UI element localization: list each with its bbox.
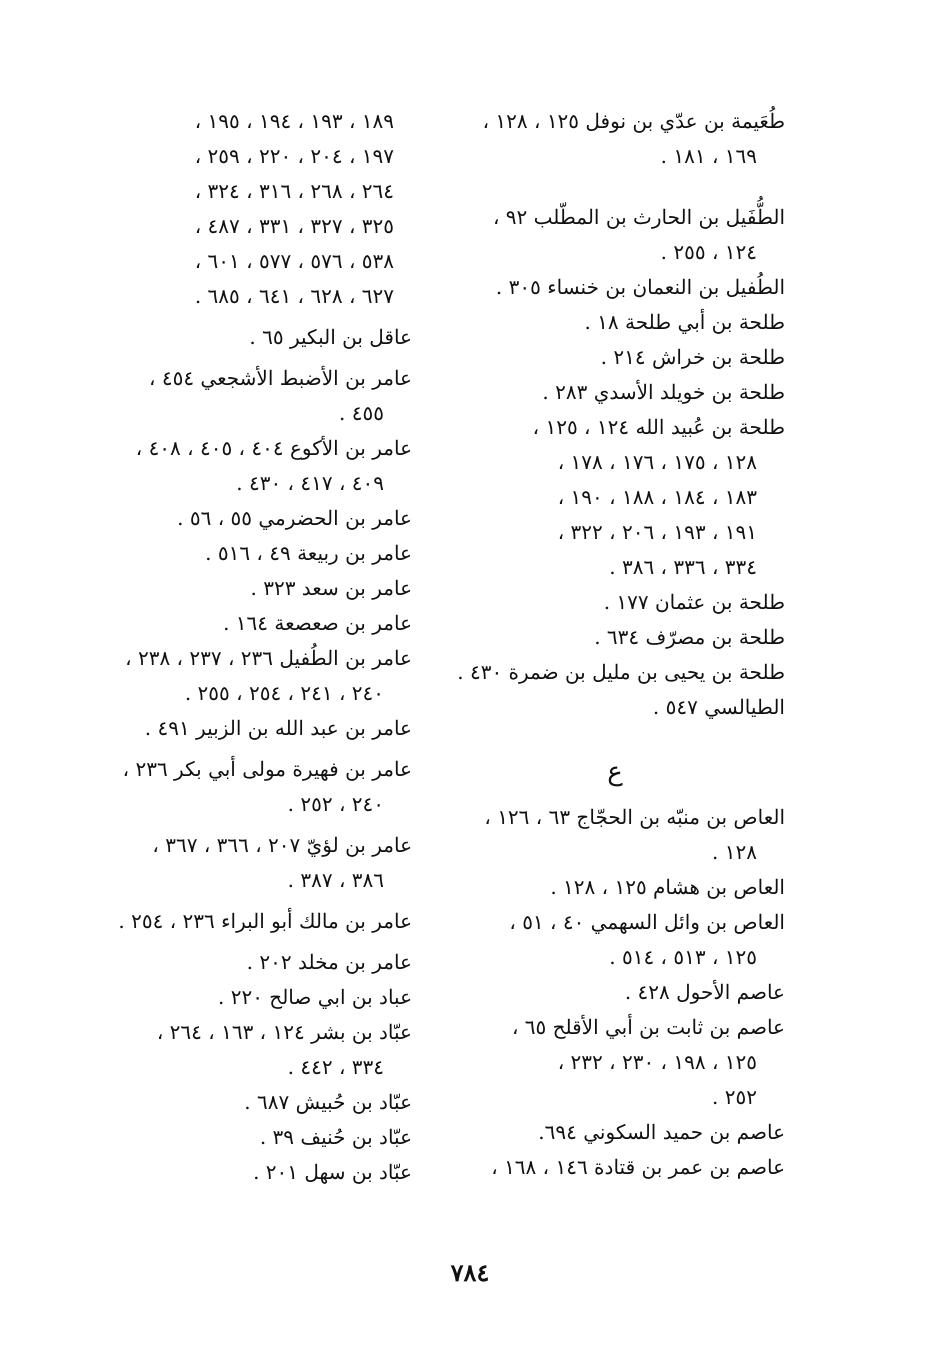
index-entry: عامر بن لؤيّ ٢٠٧ ، ٣٦٦ ، ٣٦٧ ، — [152, 833, 412, 857]
index-entry: عاصم بن ثابت بن أبي الأقلح ٦٥ ، — [511, 1015, 785, 1039]
index-entry: عباد بن ابي صالح ٢٢٠ . — [217, 985, 412, 1009]
index-entry-continuation: ١٢٨ ، ١٧٥ ، ١٧٦ ، ١٧٨ ، — [557, 450, 757, 474]
index-entry: العاص بن وائل السهمي ٤٠ ، ٥١ ، — [509, 910, 785, 934]
index-entry-continuation: ١٢٥ ، ١٩٨ ، ٢٣٠ ، ٢٣٢ ، — [557, 1050, 757, 1074]
index-entry: عامر بن مخلد ٢٠٢ . — [246, 950, 412, 974]
index-entry: الطيالسي ٥٤٧ . — [652, 695, 785, 719]
index-entry: عامر بن الأكوع ٤٠٤ ، ٤٠٥ ، ٤٠٨ ، — [135, 436, 412, 460]
index-entry: عبّاد بن بشر ١٢٤ ، ١٦٣ ، ٢٦٤ ، — [156, 1020, 412, 1044]
index-entry: عامر بن عبد الله بن الزبير ٤٩١ . — [144, 716, 412, 740]
index-entry: طلحة بن خراش ٢١٤ . — [600, 345, 785, 369]
index-entry: طُعَيمة بن عدّي بن نوفل ١٢٥ ، ١٢٨ ، — [482, 109, 785, 133]
index-entry-continuation: ٤٥٥ . — [339, 401, 384, 425]
index-entry: طلحة بن أبي طلحة ١٨ . — [584, 310, 785, 334]
index-entry: عاصم بن حميد السكوني ٦٩٤. — [538, 1120, 785, 1144]
index-entry-continuation: ١٢٨ . — [712, 840, 757, 864]
index-entry-continuation: ١٦٩ ، ١٨١ . — [660, 144, 757, 168]
index-entry: عبّاد بن حُنيف ٣٩ . — [259, 1125, 412, 1149]
index-entry-continuation: ٣٢٥ ، ٣٢٧ ، ٣٣١ ، ٤٨٧ ، — [194, 214, 394, 238]
index-entry: عاصم الأحول ٤٢٨ . — [624, 980, 785, 1004]
left-column — [82, 104, 412, 1190]
index-entry: عامر بن الأضبط الأشجعي ٤٥٤ ، — [149, 366, 412, 390]
index-entry: العاص بن منبّه بن الحجّاج ٦٣ ، ١٢٦ ، — [484, 805, 785, 829]
index-entry: عامر بن فهيرة مولى أبي بكر ٢٣٦ ، — [122, 757, 412, 781]
index-entry-continuation: ٢٤٠ ، ٢٤١ ، ٢٥٤ ، ٢٥٥ . — [184, 681, 384, 705]
index-entry-continuation: ٥٣٨ ، ٥٧٦ ، ٥٧٧ ، ٦٠١ ، — [194, 249, 394, 273]
index-entry: عامر بن ربيعة ٤٩ ، ٥١٦ . — [205, 541, 412, 565]
index-entry: الطُفيل بن النعمان بن خنساء ٣٠٥ . — [495, 275, 785, 299]
index-entry-continuation: ٢٤٠ ، ٢٥٢ . — [287, 792, 384, 816]
index-entry: عامر بن سعد ٣٢٣ . — [250, 576, 412, 600]
index-entry-continuation: ٢٦٤ ، ٢٦٨ ، ٣١٦ ، ٣٢٤ ، — [194, 179, 394, 203]
index-entry-continuation: ١٨٩ ، ١٩٣ ، ١٩٤ ، ١٩٥ ، — [194, 109, 394, 133]
index-entry: عامر بن الحضرمي ٥٥ ، ٥٦ . — [177, 506, 412, 530]
index-entry-continuation: ٣٣٤ ، ٤٤٢ . — [287, 1055, 384, 1079]
index-entry: عبّاد بن سهل ٢٠١ . — [253, 1160, 412, 1184]
index-entry: الطُّفَيل بن الحارث بن المطّلب ٩٢ ، — [492, 205, 785, 229]
index-entry-continuation: ١٢٤ ، ٢٥٥ . — [660, 240, 757, 264]
index-entry: طلحة بن خويلد الأسدي ٢٨٣ . — [542, 380, 785, 404]
index-entry: عامر بن الطُفيل ٢٣٦ ، ٢٣٧ ، ٢٣٨ ، — [125, 646, 412, 670]
index-entry: عبّاد بن حُبيش ٦٨٧ . — [244, 1090, 412, 1114]
index-entry-continuation: ٢٥٢ . — [712, 1085, 757, 1109]
page-number: ٧٨٤ — [450, 1258, 490, 1287]
index-entry: عاصم بن عمر بن قتادة ١٤٦ ، ١٦٨ ، — [491, 1155, 785, 1179]
index-entry-continuation: ٣٣٤ ، ٣٣٦ ، ٣٨٦ . — [609, 555, 757, 579]
index-entry: عامر بن صعصعة ١٦٤ . — [223, 611, 412, 635]
right-column — [445, 104, 785, 1185]
index-entry-continuation: ٤٠٩ ، ٤١٧ ، ٤٣٠ . — [236, 471, 384, 495]
index-entry: عاقل بن البكير ٦٥ . — [249, 325, 412, 349]
index-entry-continuation: ١٩٧ ، ٢٠٤ ، ٢٢٠ ، ٢٥٩ ، — [194, 144, 394, 168]
index-entry: عامر بن مالك أبو البراء ٢٣٦ ، ٢٥٤ . — [118, 909, 412, 933]
index-entry-continuation: ١٨٣ ، ١٨٤ ، ١٨٨ ، ١٩٠ ، — [557, 485, 757, 509]
index-entry: العاص بن هشام ١٢٥ ، ١٢٨ . — [550, 875, 785, 899]
index-entry: طلحة بن عثمان ١٧٧ . — [603, 590, 785, 614]
section-letter: ع — [607, 757, 623, 787]
index-entry: طلحة بن عُبيد الله ١٢٤ ، ١٢٥ ، — [532, 415, 785, 439]
index-entry-continuation: ١٩١ ، ١٩٣ ، ٢٠٦ ، ٣٢٢ ، — [557, 520, 757, 544]
index-entry-continuation: ١٢٥ ، ٥١٣ ، ٥١٤ . — [609, 945, 757, 969]
index-entry: طلحة بن مصرّف ٦٣٤ . — [594, 625, 785, 649]
index-entry-continuation: ٦٢٧ ، ٦٢٨ ، ٦٤١ ، ٦٨٥ . — [194, 284, 394, 308]
index-entry-continuation: ٣٨٦ ، ٣٨٧ . — [287, 868, 384, 892]
index-entry: طلحة بن يحيى بن مليل بن ضمرة ٤٣٠ . — [457, 660, 785, 684]
